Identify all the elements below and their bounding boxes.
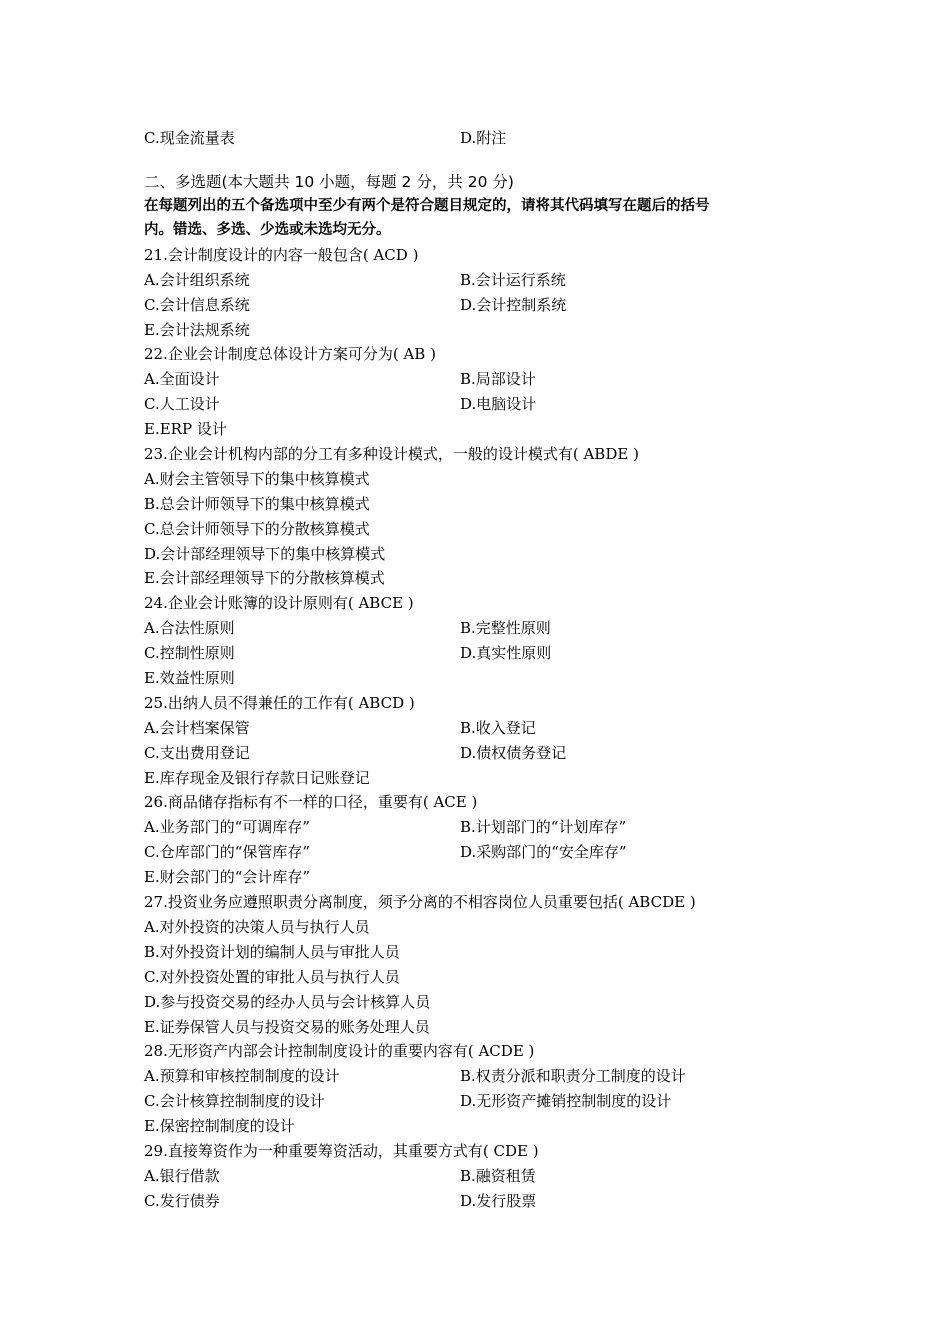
option-d: D.债权债务登记 [460,743,567,762]
option-a: A.对外投资的决策人员与执行人员 [144,917,370,936]
question-29-options-ab [144,1164,824,1189]
option-c: C.仓库部门的“保管库存” [144,843,311,862]
option-c: C.支出费用登记 [144,743,250,762]
option-d: D.真实性原则 [460,644,552,663]
option-b: B.局部设计 [460,370,536,389]
option-b: B.计划部门的“计划库存” [460,818,627,837]
question-25-options-cd [144,741,824,766]
question-22-stem: 22.企业会计制度总体设计方案可分为( AB ) [144,345,436,364]
question-28-stem: 28.无形资产内部会计控制制度设计的重要内容有( ACDE ) [144,1042,535,1061]
option-e: E.会计法规系统 [144,320,250,339]
option-a: A.银行借款 [144,1166,220,1185]
option-d: D.电脑设计 [460,395,537,414]
option-a: A.业务部门的“可调库存” [144,818,310,837]
option-a: A.预算和审核控制制度的设计 [144,1067,340,1086]
option-d: D.采购部门的“安全库存” [460,843,627,862]
question-28-options-cd [144,1089,824,1114]
option-d: D.附注 [460,129,507,147]
option-c: C.对外投资处置的审批人员与执行人员 [144,967,400,986]
option-a: A.会计组织系统 [144,270,250,289]
option-c: C.总会计师领导下的分散核算模式 [144,519,370,538]
option-a: A.会计档案保管 [144,718,250,737]
option-e: E.ERP 设计 [144,420,227,439]
option-e: E.库存现金及银行存款日记账登记 [144,768,370,787]
option-c: C.发行债券 [144,1191,220,1210]
question-26-stem: 26.商品储存指标有不一样的口径，重要有( ACE ) [144,793,478,812]
prev-options-row [144,126,824,151]
question-26-options-cd [144,840,824,865]
question-21-options-ab [144,268,824,293]
option-d: D.无形资产摊销控制制度的设计 [460,1092,672,1111]
option-b: B.总会计师领导下的集中核算模式 [144,494,370,513]
question-25-stem: 25.出纳人员不得兼任的工作有( ABCD ) [144,693,415,712]
option-a: A.全面设计 [144,370,220,389]
option-b: B.会计运行系统 [460,270,566,289]
section-instruction-2: 内。错选、多选、少选或未选均无分。 [144,222,391,239]
question-28-options-ab [144,1064,824,1089]
option-c: C.人工设计 [144,395,220,414]
question-29-stem: 29.直接筹资作为一种重要筹资活动，其重要方式有( CDE ) [144,1141,539,1160]
option-a: A.合法性原则 [144,619,235,638]
question-26-options-ab [144,815,824,840]
option-d: D.参与投资交易的经办人员与会计核算人员 [144,992,431,1011]
option-c: C.会计信息系统 [144,295,250,314]
option-d: D.会计控制系统 [460,295,567,314]
section-instruction-1: 在每题列出的五个备选项中至少有两个是符合题目规定的，请将其代码填写在题后的括号 [144,197,710,214]
question-24-options-ab [144,616,824,641]
question-25-options-ab [144,716,824,741]
section-title: 二、多选题(本大题共 10 小题，每题 2 分，共 20 分) [144,172,514,191]
exam-page [144,126,824,1214]
option-e: E.保密控制制度的设计 [144,1117,295,1136]
question-24-options-cd [144,641,824,666]
question-22-options-cd [144,392,824,417]
option-b: B.对外投资计划的编制人员与审批人员 [144,942,400,961]
option-e: E.效益性原则 [144,669,235,688]
question-23-stem: 23.企业会计机构内部的分工有多种设计模式，一般的设计模式有( ABDE ) [144,445,639,464]
option-b: B.融资租赁 [460,1166,536,1185]
question-21-options-cd [144,293,824,318]
option-b: B.完整性原则 [460,619,551,638]
option-c: C.现金流量表 [144,129,235,147]
question-24-stem: 24.企业会计账簿的设计原则有( ABCE ) [144,594,414,613]
option-b: B.收入登记 [460,718,536,737]
option-e: E.财会部门的“会计库存” [144,868,311,887]
option-c: C.控制性原则 [144,644,235,663]
option-b: B.权责分派和职责分工制度的设计 [460,1067,686,1086]
question-29-options-cd [144,1189,824,1214]
question-22-options-ab [144,367,824,392]
option-e: E.证券保管人员与投资交易的账务处理人员 [144,1017,430,1036]
option-c: C.会计核算控制制度的设计 [144,1092,325,1111]
option-a: A.财会主管领导下的集中核算模式 [144,469,370,488]
question-21-stem: 21.会计制度设计的内容一般包含( ACD ) [144,245,419,264]
option-d: D.发行股票 [460,1191,537,1210]
option-d: D.会计部经理领导下的集中核算模式 [144,544,386,563]
question-27-stem: 27.投资业务应遵照职责分离制度，须予分离的不相容岗位人员重要包括( ABCDE ) [144,893,696,912]
option-e: E.会计部经理领导下的分散核算模式 [144,569,385,588]
